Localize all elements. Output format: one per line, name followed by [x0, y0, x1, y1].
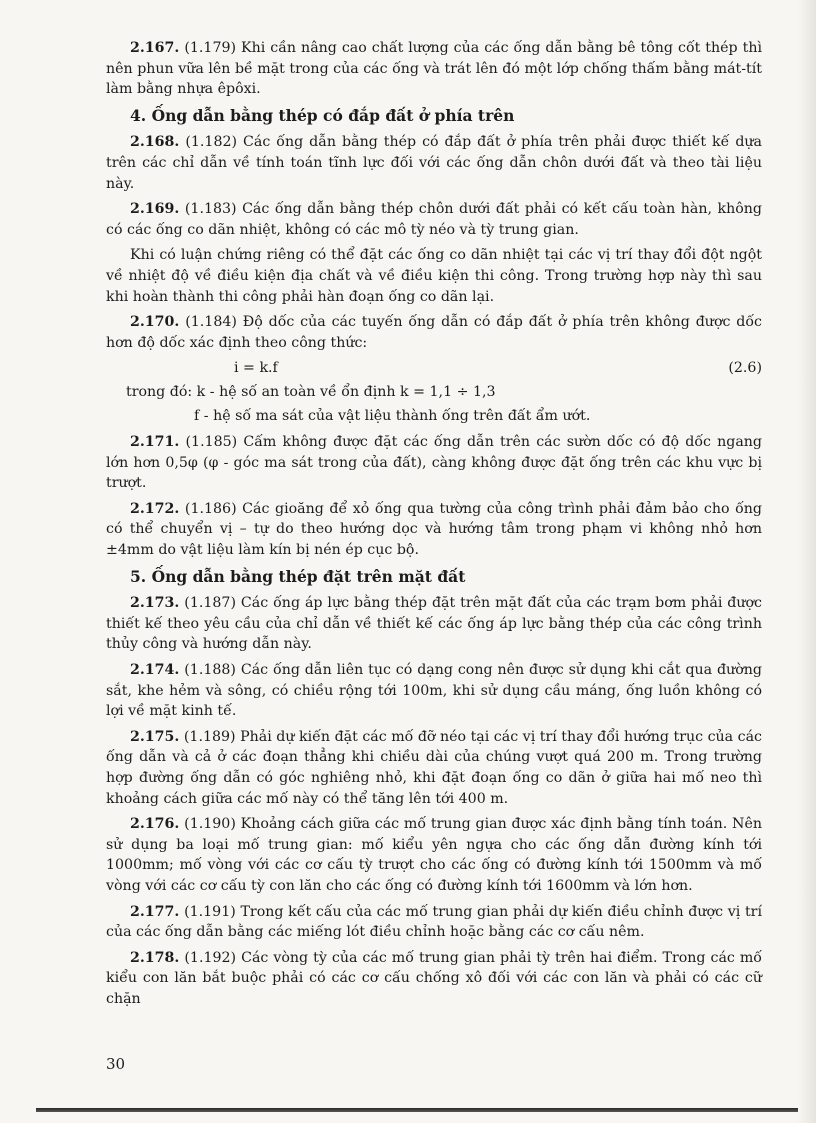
section-heading-4: 4. Ống dẫn bằng thép có đắp đất ở phía trên [130, 105, 515, 125]
clause-number: 2.169. [130, 201, 180, 218]
clause-text: (1.187) Các ống áp lực bằng thép đặt trên mặt đất của các trạm bơm phải được thiết kế theo yêu cầu của chỉ dẫn về thiết kế các ống áp lực bằng thép của các công trình thủy công và hướng dẫn này. [106, 595, 762, 653]
clause-number: 2.172. [130, 500, 180, 517]
paragraph-2-174 [106, 660, 762, 722]
clause-number: 2.173. [130, 595, 180, 612]
clause-text: (1.190) Khoảng cách giữa các mố trung gian được xác định bằng tính toán. Nên sử dụng ba loại mố trung gian: mố kiểu yên ngựa cho các ống dẫn đường kính tới 1000mm; mố vòng với các cơ cấu tỳ trượt cho các ống có đường kính tới 1500mm và mố vòng với các cơ cấu tỳ con lăn cho các ống có đường kính tới 1600mm và lớn hơn. [106, 816, 762, 894]
paragraph-2-169-continued: Khi có luận chứng riêng có thể đặt các ống co dãn nhiệt tại các vị trí thay đổi đột ngột về nhiệt độ về điều kiện địa chất và về điều kiện thi công. Trong trường hợp này thì sau khi hoàn thành thi công phải hàn đoạn ống co dãn lại. [106, 247, 762, 305]
clause-number: 2.176. [130, 816, 180, 833]
clause-text: (1.182) Các ống dẫn bằng thép có đắp đất ở phía trên phải được thiết kế dựa trên các chỉ dẫn về tính toán tĩnh lực đối với các ống dẫn chôn dưới đất và theo tài liệu này. [106, 134, 762, 192]
clause-number: 2.168. [130, 134, 180, 151]
clause-text: (1.184) Độ dốc của các tuyến ống dẫn có đắp đất ở phía trên không được dốc hơn độ dốc xác định theo công thức: [106, 314, 762, 351]
clause-text: (1.185) Cấm không được đặt các ống dẫn trên các sườn dốc có độ dốc ngang lớn hơn 0,5φ (φ - góc ma sát trong của đất), càng không được đặt ống trên các khu vực bị trượt. [106, 434, 762, 492]
paragraph-2-175 [106, 727, 762, 809]
clause-text: (1.183) Các ống dẫn bằng thép chôn dưới đất phải có kết cấu toàn hàn, không có các ống co dãn nhiệt, không có các mô tỳ néo và tỳ trung gian. [106, 201, 762, 238]
clause-number: 2.177. [130, 903, 180, 920]
clause-number: 2.178. [130, 949, 180, 966]
equation-where-f: f - hệ số ma sát của vật liệu thành ống trên đất ẩm ướt. [194, 407, 591, 424]
clause-number: 2.167. [130, 40, 180, 56]
paragraph-2-170 [106, 312, 762, 353]
clause-number: 2.174. [130, 662, 180, 679]
paragraph-2-169 [106, 199, 762, 240]
paragraph-2-168 [106, 132, 762, 194]
clause-text: (1.179) Khi cần nâng cao chất lượng của các ống dẫn bằng bê tông cốt thép thì nên phun vữa lên bề mặt trong của các ống và trát lên đó một lớp chống thấm bằng mát-tít làm bằng nhựa êpôxi. [106, 40, 762, 98]
equation-label: (2.6) [728, 360, 762, 377]
right-scan-edge [798, 0, 816, 1123]
equation-where-k: trong đó: k - hệ số an toàn về ổn định k = 1,1 ÷ 1,3 [126, 383, 496, 400]
paragraph-2-171 [106, 432, 762, 494]
equation-2-6 [106, 358, 762, 379]
clause-number: 2.175. [130, 728, 180, 745]
paragraph-2-177 [106, 902, 762, 943]
paragraph-2-167 [106, 38, 762, 100]
paragraph-2-176 [106, 814, 762, 896]
equation-formula: i = k.f [234, 360, 278, 377]
bottom-scan-edge [36, 1108, 816, 1112]
paragraph-2-173 [106, 593, 762, 655]
clause-text: (1.189) Phải dự kiến đặt các mố đỡ néo tại các vị trí thay đổi hướng trục của các ống dẫn và cả ở các đoạn thẳng khi chiều dài của chúng vượt quá 200 m. Trong trường hợp đường ống dẫn có góc nghiêng nhỏ, khi đặt đoạn ống co dãn ở giữa hai mố neo thì khoảng cách giữa các mố này có thể tăng lên tới 400 m. [106, 728, 762, 807]
clause-text: (1.188) Các ống dẫn liên tục có dạng cong nên được sử dụng khi cắt qua đường sắt, khe hẻm và sông, có chiều rộng tới 100m, khi sử dụng cầu máng, ống luồn không có lợi về mặt kinh tế. [106, 662, 762, 720]
section-heading-5: 5. Ống dẫn bằng thép đặt trên mặt đất [130, 566, 466, 586]
paragraph-2-178 [106, 948, 762, 1010]
paragraph-2-172 [106, 499, 762, 561]
page-body [106, 38, 762, 1015]
clause-text: (1.186) Các gioăng để xỏ ống qua tường của công trình phải đảm bảo cho ống có thể chuyển vị – tự do theo hướng dọc và hướng tâm trong phạm vi không nhỏ hơn ±4mm do vật liệu làm kín bị nén ép cục bộ. [106, 500, 762, 559]
clause-text: (1.191) Trong kết cấu của các mố trung gian phải dự kiến điều chỉnh được vị trí của các ống dẫn bằng các miếng lót điều chỉnh hoặc bằng các cơ cấu nêm. [106, 903, 762, 941]
clause-text: (1.192) Các vòng tỳ của các mố trung gian phải tỳ trên hai điểm. Trong các mố kiểu con lăn bắt buộc phải có các cơ cấu chống xô đối với các con lăn và phải có các cữ chặn [106, 949, 762, 1007]
clause-number: 2.171. [130, 434, 180, 451]
page-number: 30 [106, 1055, 126, 1073]
clause-number: 2.170. [130, 314, 180, 331]
